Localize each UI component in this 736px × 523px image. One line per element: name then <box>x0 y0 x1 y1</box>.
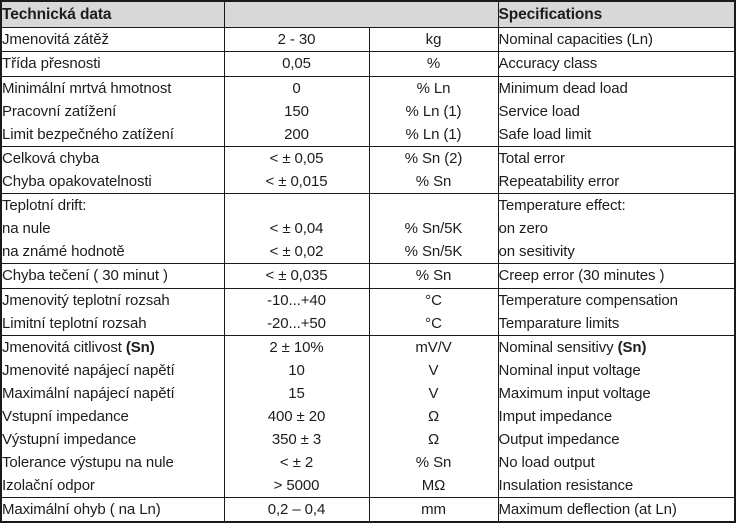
unit-text: % Sn/5K <box>404 220 463 238</box>
czech-label-cell <box>2 428 224 451</box>
unit-text: mm <box>421 500 446 518</box>
czech-label-cell <box>2 264 224 288</box>
value-text: < ± 0,02 <box>269 243 324 261</box>
english-label-cell <box>498 217 734 240</box>
header-spacer-cell <box>224 2 498 28</box>
value-text: 150 <box>284 102 309 120</box>
table-row <box>2 312 734 336</box>
czech-label-cell <box>2 312 224 336</box>
value-text: < ± 0,05 <box>269 149 324 167</box>
table-row <box>2 264 734 288</box>
english-label-cell <box>498 194 734 218</box>
unit-cell <box>369 405 498 428</box>
value-cell <box>224 288 369 312</box>
english-label-text: Temperature effect: <box>498 197 626 215</box>
unit-text: % <box>426 55 441 73</box>
czech-label-cell <box>2 100 224 123</box>
czech-label-text: Izolační odpor <box>2 476 95 494</box>
table-row <box>2 382 734 405</box>
value-text: 2 - 30 <box>277 31 316 49</box>
value-cell <box>224 474 369 498</box>
english-label-cell <box>498 100 734 123</box>
table-row <box>2 52 734 76</box>
czech-header-text: Technická data <box>2 5 112 23</box>
english-label-text: Imput impedance <box>498 407 613 425</box>
value-text: < ± 0,015 <box>265 172 328 190</box>
english-label-cell <box>498 335 734 359</box>
unit-cell <box>369 497 498 521</box>
czech-label-text: Celková chyba <box>2 149 100 167</box>
value-cell <box>224 382 369 405</box>
value-cell <box>224 28 369 52</box>
value-text: 2 ± 10% <box>269 338 324 356</box>
value-text: 0 <box>292 79 301 97</box>
unit-text: mV/V <box>415 338 452 356</box>
unit-text: kg <box>425 31 442 49</box>
english-label-text: Maximum input voltage <box>498 384 651 402</box>
english-label-text: Creep error (30 minutes ) <box>498 267 665 285</box>
czech-label-text: Tolerance výstupu na nule <box>2 453 174 471</box>
czech-label-text: Maximální ohyb ( na Ln) <box>2 500 161 518</box>
czech-label-cell <box>2 146 224 170</box>
czech-label-cell <box>2 405 224 428</box>
value-text: > 5000 <box>273 476 320 494</box>
table-row <box>2 194 734 218</box>
unit-cell <box>369 451 498 474</box>
english-label-text: Insulation resistance <box>498 476 634 494</box>
english-label-text: No load output <box>498 453 595 471</box>
table-row <box>2 451 734 474</box>
unit-text: °C <box>425 314 442 332</box>
value-cell <box>224 312 369 336</box>
unit-cell <box>369 52 498 76</box>
table-row <box>2 359 734 382</box>
czech-label-cell <box>2 76 224 100</box>
english-label-cell <box>498 451 734 474</box>
table-row <box>2 146 734 170</box>
czech-label-text: Jmenovitá zátěž <box>2 31 109 49</box>
czech-label-cell <box>2 28 224 52</box>
english-header-text: Specifications <box>498 5 603 23</box>
value-cell <box>224 194 369 218</box>
czech-label-text: Maximální napájecí napětí <box>2 384 175 402</box>
value-cell <box>224 497 369 521</box>
english-label-text: on sesitivity <box>498 243 575 261</box>
english-label-text: Nominal input voltage <box>498 361 641 379</box>
unit-cell <box>369 382 498 405</box>
czech-label-cell <box>2 240 224 264</box>
unit-cell <box>369 123 498 147</box>
czech-label-cell <box>2 288 224 312</box>
unit-cell <box>369 194 498 218</box>
unit-cell <box>369 428 498 451</box>
value-text: -20...+50 <box>267 314 326 332</box>
czech-label-text: Chyba opakovatelnosti <box>2 172 152 190</box>
value-text: 0,2 – 0,4 <box>267 500 326 518</box>
czech-label-cell <box>2 359 224 382</box>
value-text: 200 <box>284 125 309 143</box>
unit-text: % Ln (1) <box>405 125 462 143</box>
unit-text: Ω <box>427 407 440 425</box>
english-label-cell <box>498 76 734 100</box>
czech-label-text: Minimální mrtvá hmotnost <box>2 79 172 97</box>
czech-label-text: Jmenovité napájecí napětí <box>2 361 175 379</box>
english-label-text: on zero <box>498 220 548 238</box>
czech-label-text: Limitní teplotní rozsah <box>2 314 147 332</box>
table-row <box>2 76 734 100</box>
czech-label-text: na známé hodnotě <box>2 243 125 261</box>
bold-suffix-text: (Sn) <box>617 338 647 356</box>
value-cell <box>224 451 369 474</box>
table-row <box>2 123 734 147</box>
english-label-cell <box>498 240 734 264</box>
english-label-text: Repeatability error <box>498 172 620 190</box>
czech-label-cell <box>2 217 224 240</box>
table-row <box>2 428 734 451</box>
value-cell <box>224 240 369 264</box>
table-row <box>2 217 734 240</box>
header-row <box>2 2 734 28</box>
unit-text: V <box>428 361 439 379</box>
english-label-text: Nominal capacities (Ln) <box>498 31 653 49</box>
english-label-cell <box>498 497 734 521</box>
czech-label-text: Limit bezpečného zatížení <box>2 125 174 143</box>
english-label-cell <box>498 52 734 76</box>
unit-cell <box>369 217 498 240</box>
table-row <box>2 497 734 521</box>
czech-label-text: Jmenovitý teplotní rozsah <box>2 291 170 309</box>
english-label-text: Maximum deflection (at Ln) <box>498 500 677 518</box>
unit-text: % Sn <box>415 267 452 285</box>
czech-label-cell <box>2 123 224 147</box>
unit-cell <box>369 335 498 359</box>
czech-label-text: Výstupní impedance <box>2 430 137 448</box>
table-row <box>2 288 734 312</box>
unit-text: V <box>428 384 439 402</box>
english-label-cell <box>498 428 734 451</box>
czech-label-text: Chyba tečení ( 30 minut ) <box>2 267 168 285</box>
english-label-cell <box>498 264 734 288</box>
english-label-cell <box>498 474 734 498</box>
unit-text: °C <box>425 291 442 309</box>
value-cell <box>224 405 369 428</box>
english-label-cell <box>498 405 734 428</box>
unit-cell <box>369 264 498 288</box>
unit-text: Ω <box>427 430 440 448</box>
czech-label-cell <box>2 52 224 76</box>
english-label-text: Minimum dead load <box>498 79 628 97</box>
czech-label-cell <box>2 335 224 359</box>
unit-cell <box>369 288 498 312</box>
table-row <box>2 335 734 359</box>
english-label-cell <box>498 28 734 52</box>
table-row <box>2 240 734 264</box>
unit-text: % Sn/5K <box>404 243 463 261</box>
value-cell <box>224 335 369 359</box>
table-row <box>2 405 734 428</box>
value-cell <box>224 52 369 76</box>
unit-text: % Ln (1) <box>405 102 462 120</box>
english-label-text: Output impedance <box>498 430 620 448</box>
unit-text: % Sn (2) <box>404 149 463 167</box>
unit-cell <box>369 76 498 100</box>
value-text: 350 ± 3 <box>271 430 322 448</box>
unit-cell <box>369 474 498 498</box>
english-label-cell <box>498 146 734 170</box>
unit-cell <box>369 170 498 194</box>
czech-label-cell <box>2 170 224 194</box>
english-label-cell <box>498 359 734 382</box>
unit-cell <box>369 240 498 264</box>
table-row <box>2 170 734 194</box>
value-text: < ± 2 <box>279 453 314 471</box>
english-label-text: Accuracy class <box>498 55 598 73</box>
english-header-cell <box>498 2 734 28</box>
unit-text: % Sn <box>415 172 452 190</box>
english-label-text: Safe load limit <box>498 125 592 143</box>
english-label-text: Temparature limits <box>498 314 620 332</box>
czech-label-text: Jmenovitá citlivost <box>2 338 126 356</box>
unit-text: % Sn <box>415 453 452 471</box>
value-text: < ± 0,035 <box>265 267 328 285</box>
english-label-cell <box>498 170 734 194</box>
english-label-text: Temperature compensation <box>498 291 678 309</box>
unit-cell <box>369 146 498 170</box>
czech-label-cell <box>2 194 224 218</box>
czech-label-cell <box>2 497 224 521</box>
czech-label-cell <box>2 382 224 405</box>
english-label-cell <box>498 312 734 336</box>
unit-cell <box>369 28 498 52</box>
value-cell <box>224 123 369 147</box>
value-cell <box>224 264 369 288</box>
value-cell <box>224 428 369 451</box>
unit-cell <box>369 100 498 123</box>
english-label-text: Nominal sensitivy <box>498 338 618 356</box>
value-text: 0,05 <box>282 55 311 73</box>
czech-label-text: Pracovní zatížení <box>2 102 117 120</box>
english-label-cell <box>498 123 734 147</box>
czech-label-cell <box>2 451 224 474</box>
czech-header-cell <box>2 2 224 28</box>
value-cell <box>224 170 369 194</box>
czech-label-cell <box>2 474 224 498</box>
value-text: 15 <box>288 384 305 402</box>
value-text: 10 <box>288 361 305 379</box>
value-cell <box>224 359 369 382</box>
value-cell <box>224 146 369 170</box>
bold-suffix-text: (Sn) <box>125 338 155 356</box>
english-label-text: Service load <box>498 102 580 120</box>
english-label-text: Total error <box>498 149 565 167</box>
unit-cell <box>369 359 498 382</box>
value-cell <box>224 76 369 100</box>
table-row <box>2 28 734 52</box>
specifications-table <box>2 2 734 521</box>
table-row <box>2 100 734 123</box>
value-cell <box>224 100 369 123</box>
value-text: 400 ± 20 <box>267 407 326 425</box>
unit-text: % Ln <box>416 79 451 97</box>
czech-label-text: na nule <box>2 220 51 238</box>
czech-label-text: Vstupní impedance <box>2 407 129 425</box>
english-label-cell <box>498 382 734 405</box>
unit-cell <box>369 312 498 336</box>
value-text: -10...+40 <box>267 291 326 309</box>
unit-text: MΩ <box>421 476 446 494</box>
table-row <box>2 474 734 498</box>
value-text: < ± 0,04 <box>269 220 324 238</box>
czech-label-text: Teplotní drift: <box>2 197 87 215</box>
czech-label-text: Třída přesnosti <box>2 55 101 73</box>
value-cell <box>224 217 369 240</box>
english-label-cell <box>498 288 734 312</box>
